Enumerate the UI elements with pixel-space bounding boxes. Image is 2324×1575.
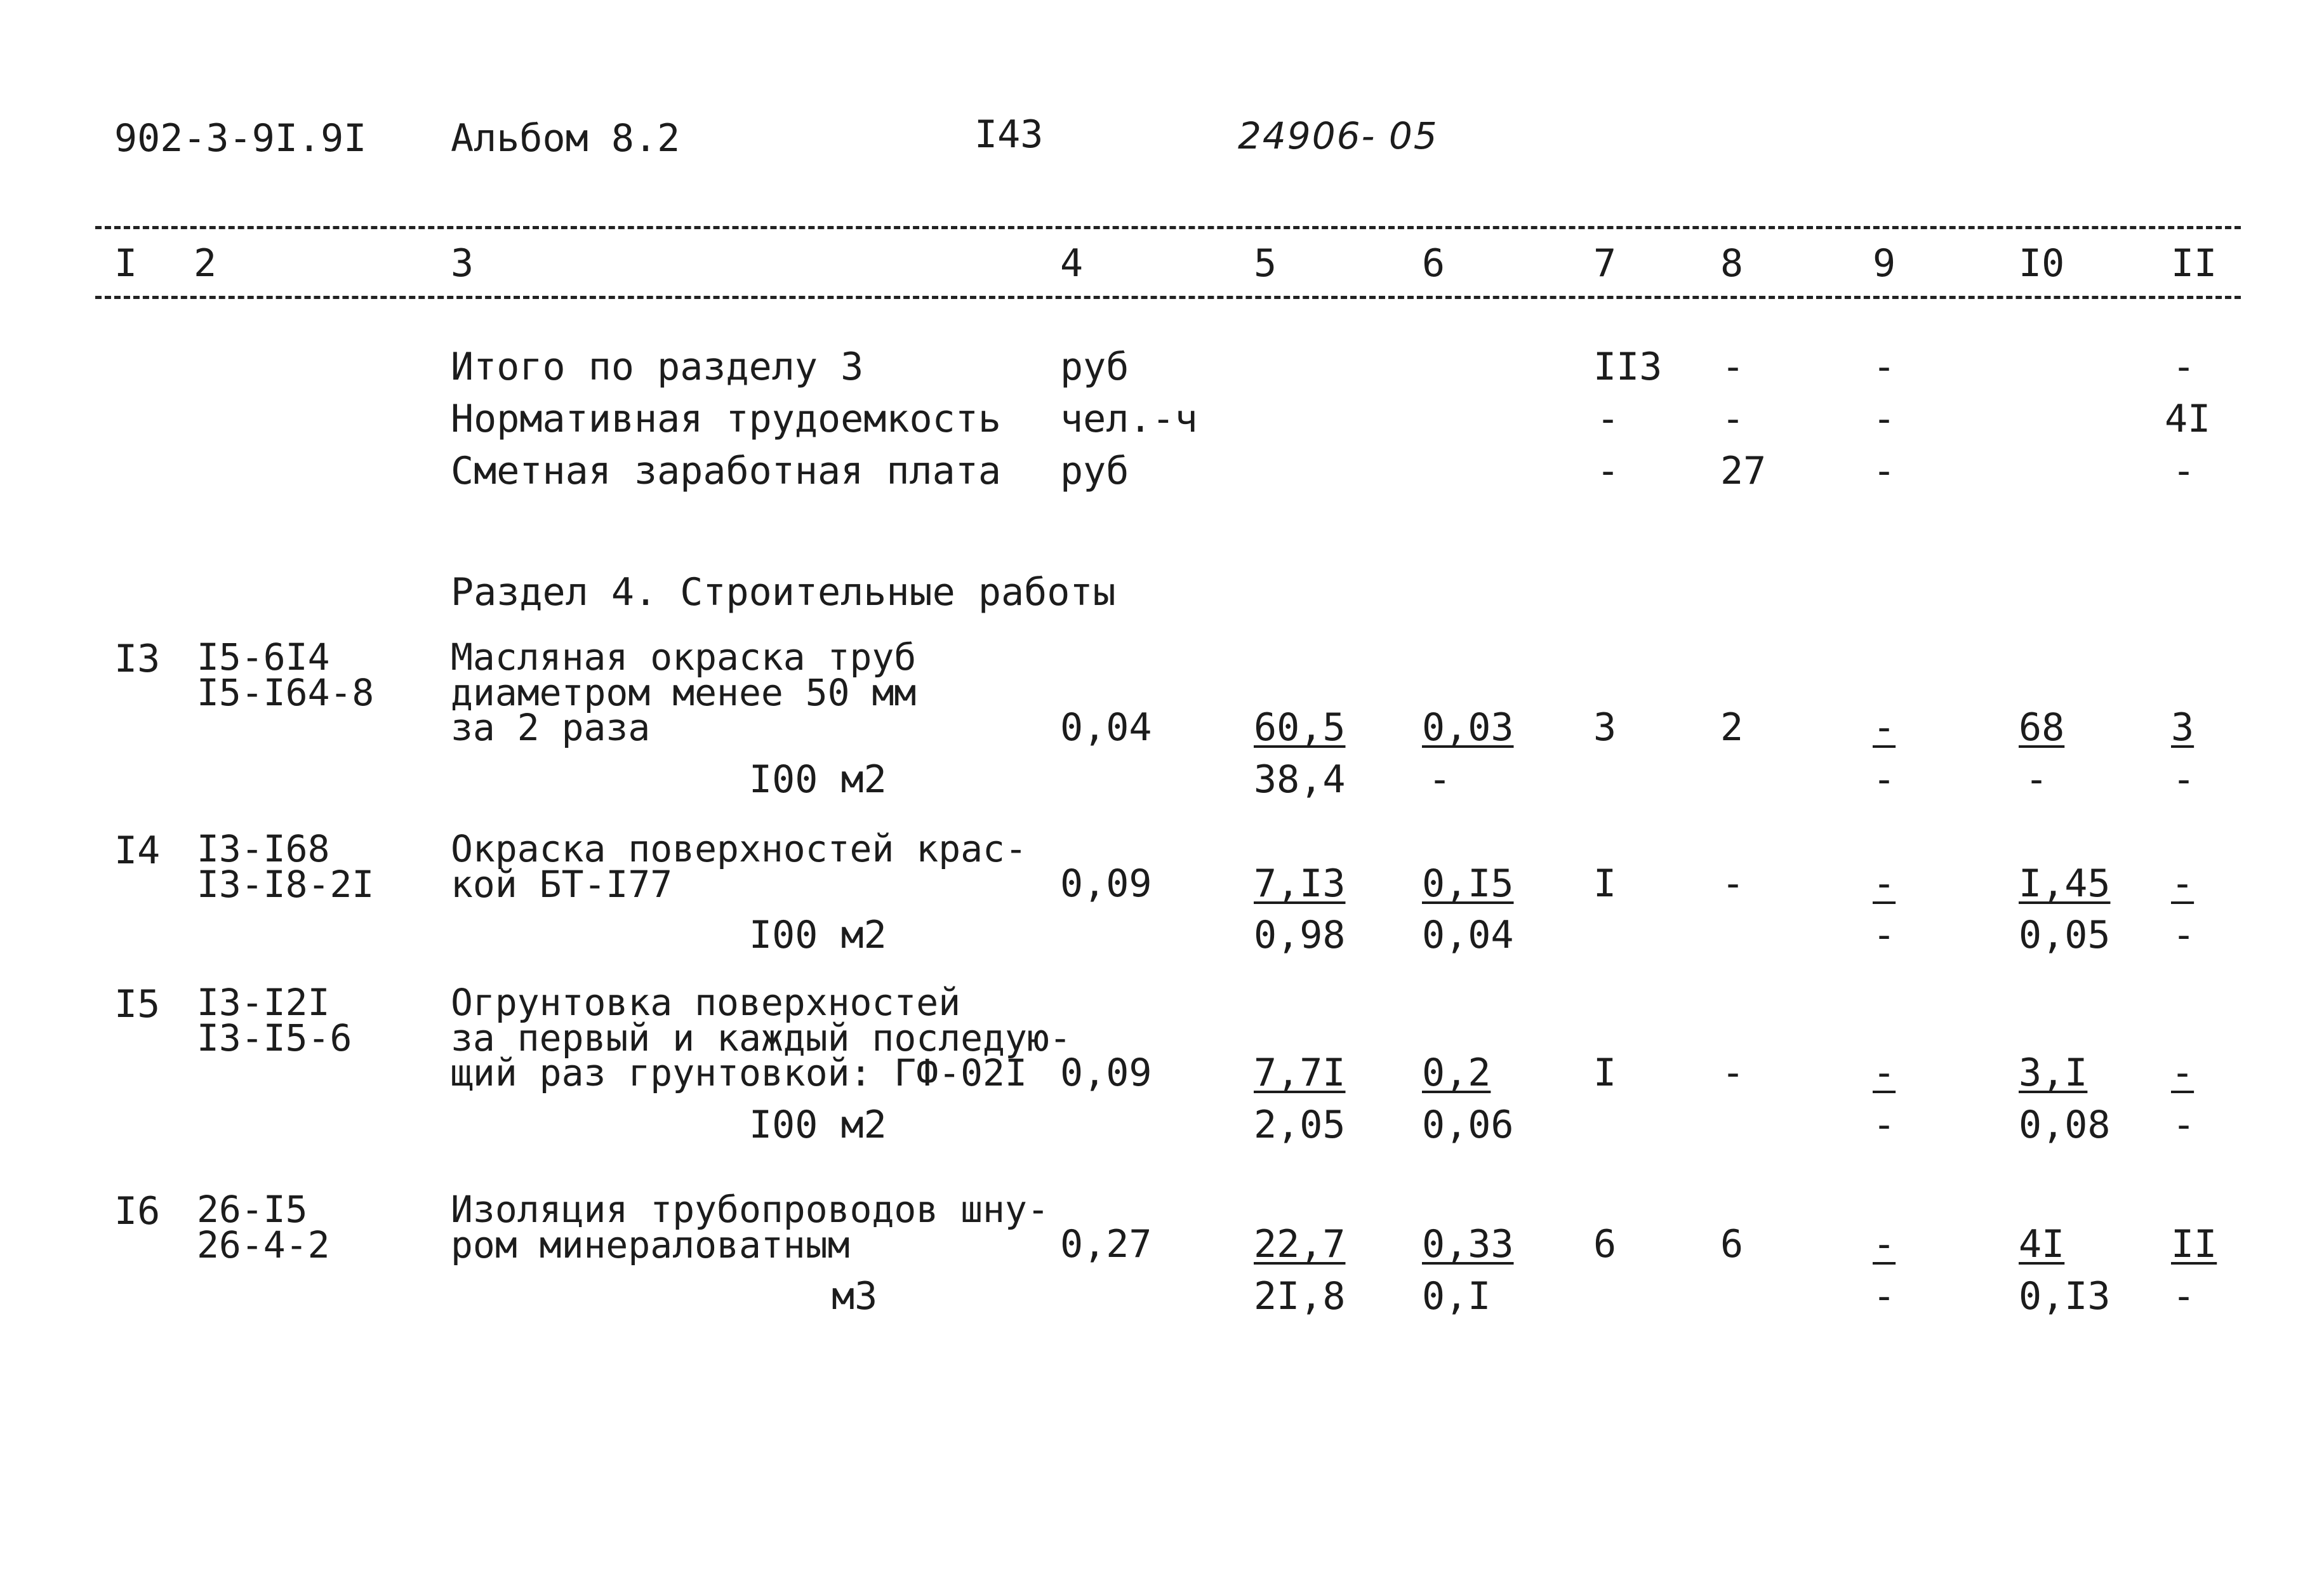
c5-top: 7,I3	[1254, 861, 1346, 906]
col-header-2: 2	[194, 241, 217, 286]
c5-bottom: 38,4	[1254, 757, 1346, 802]
c9-bottom: -	[1873, 757, 1896, 802]
c6-bottom: -	[1428, 757, 1452, 802]
c6-top: 0,03	[1422, 705, 1514, 750]
c11-top: 3	[2171, 705, 2195, 750]
summary-label: Нормативная трудоемкость	[451, 397, 1001, 441]
album-label: Альбом 8.2	[451, 116, 681, 161]
c10-bottom: 0,I3	[2019, 1274, 2111, 1319]
c9-top: -	[1873, 705, 1896, 750]
row-number: I5	[114, 982, 161, 1027]
summary-c7: -	[1597, 397, 1620, 441]
summary-c11: -	[2172, 449, 2196, 493]
c10-bottom: -	[2025, 757, 2048, 802]
c10-top: 3,I	[2019, 1051, 2088, 1095]
rate-code: I3-I2I I3-I5-6	[197, 981, 352, 1060]
work-description: Огрунтовка поверхностей за первый и каждый последую- щий раз грунтовкой: ГФ-02I	[451, 981, 1072, 1095]
unit-of-measure: м3	[832, 1274, 878, 1319]
c10-bottom: 0,05	[2019, 913, 2111, 957]
unit-of-measure: I00 м2	[749, 1103, 887, 1147]
c8: -	[1722, 1051, 1745, 1095]
c11-bottom: -	[2172, 757, 2196, 802]
c6-top: 0,2	[1422, 1051, 1491, 1095]
c6-bottom: 0,06	[1422, 1103, 1514, 1147]
c10-top: 68	[2019, 705, 2065, 750]
c11-top: -	[2171, 1051, 2195, 1095]
c9-bottom: -	[1873, 913, 1896, 957]
header-rule-top	[95, 226, 2241, 229]
c9-bottom: -	[1873, 1274, 1896, 1319]
summary-c9: -	[1873, 397, 1896, 441]
summary-c9: -	[1873, 449, 1896, 493]
summary-label: Сметная заработная плата	[451, 449, 1001, 493]
work-description: Окраска поверхностей крас- кой БТ-I77	[451, 827, 1027, 906]
c5-top: 60,5	[1254, 705, 1346, 750]
c6-top: 0,33	[1422, 1222, 1514, 1266]
c8: -	[1722, 861, 1745, 906]
summary-c11: 4I	[2165, 397, 2211, 441]
unit-of-measure: I00 м2	[749, 913, 887, 957]
rate-code: 26-I5 26-4-2	[197, 1188, 330, 1266]
c9-top: -	[1873, 1051, 1896, 1095]
quantity: 0,09	[1060, 1051, 1152, 1095]
page-number: I43	[974, 112, 1044, 157]
col-header-1: I	[114, 241, 138, 286]
quantity: 0,04	[1060, 705, 1152, 750]
c10-top: 4I	[2019, 1222, 2065, 1266]
c8: 6	[1720, 1222, 1744, 1266]
handwritten-code: 24906- 05	[1238, 114, 1438, 157]
summary-c8: 27	[1720, 449, 1767, 493]
c7: I	[1593, 861, 1617, 906]
c6-bottom: 0,I	[1422, 1274, 1491, 1319]
c11-bottom: -	[2172, 1274, 2196, 1319]
c6-bottom: 0,04	[1422, 913, 1514, 957]
c7: I	[1593, 1051, 1617, 1095]
summary-c7: -	[1597, 449, 1620, 493]
work-description: Изоляция трубопроводов шну- ром минераловатным	[451, 1188, 1049, 1266]
quantity: 0,09	[1060, 861, 1152, 906]
summary-unit: руб	[1060, 449, 1129, 493]
summary-c8: -	[1722, 345, 1745, 389]
c9-top: -	[1873, 1222, 1896, 1266]
row-number: I6	[114, 1189, 161, 1233]
header-rule-bottom	[95, 296, 2241, 299]
c5-top: 7,7I	[1254, 1051, 1346, 1095]
c10-bottom: 0,08	[2019, 1103, 2111, 1147]
c7: 3	[1593, 705, 1617, 750]
row-number: I3	[114, 637, 161, 681]
col-header-11: II	[2171, 241, 2217, 286]
col-header-3: 3	[451, 241, 474, 286]
c8: 2	[1720, 705, 1744, 750]
summary-unit: руб	[1060, 345, 1129, 389]
c9-bottom: -	[1873, 1103, 1896, 1147]
doc-code: 902-3-9I.9I	[114, 116, 367, 161]
c6-top: 0,I5	[1422, 861, 1514, 906]
summary-unit: чел.-ч	[1060, 397, 1198, 441]
c7: 6	[1593, 1222, 1617, 1266]
unit-of-measure: I00 м2	[749, 757, 887, 802]
summary-c9: -	[1873, 345, 1896, 389]
col-header-6: 6	[1422, 241, 1445, 286]
c11-top: II	[2171, 1222, 2217, 1266]
col-header-9: 9	[1873, 241, 1896, 286]
summary-c11: -	[2172, 345, 2196, 389]
col-header-7: 7	[1593, 241, 1617, 286]
c5-bottom: 2I,8	[1254, 1274, 1346, 1319]
col-header-10: I0	[2019, 241, 2065, 286]
c10-top: I,45	[2019, 861, 2111, 906]
col-header-4: 4	[1060, 241, 1084, 286]
c9-top: -	[1873, 861, 1896, 906]
c5-bottom: 2,05	[1254, 1103, 1346, 1147]
col-header-5: 5	[1254, 241, 1277, 286]
c11-top: -	[2171, 861, 2195, 906]
c5-top: 22,7	[1254, 1222, 1346, 1266]
rate-code: I3-I68 I3-I8-2I	[197, 827, 375, 906]
c11-bottom: -	[2172, 913, 2196, 957]
row-number: I4	[114, 828, 161, 873]
summary-c8: -	[1722, 397, 1745, 441]
col-header-8: 8	[1720, 241, 1744, 286]
c5-bottom: 0,98	[1254, 913, 1346, 957]
rate-code: I5-6I4 I5-I64-8	[197, 635, 375, 714]
work-description: Масляная окраска труб диаметром менее 50 мм за 2 раза	[451, 635, 917, 750]
section-title: Раздел 4. Строительные работы	[451, 570, 1116, 615]
summary-c7: II3	[1593, 345, 1663, 389]
quantity: 0,27	[1060, 1222, 1152, 1266]
c11-bottom: -	[2172, 1103, 2196, 1147]
summary-label: Итого по разделу 3	[451, 345, 864, 389]
